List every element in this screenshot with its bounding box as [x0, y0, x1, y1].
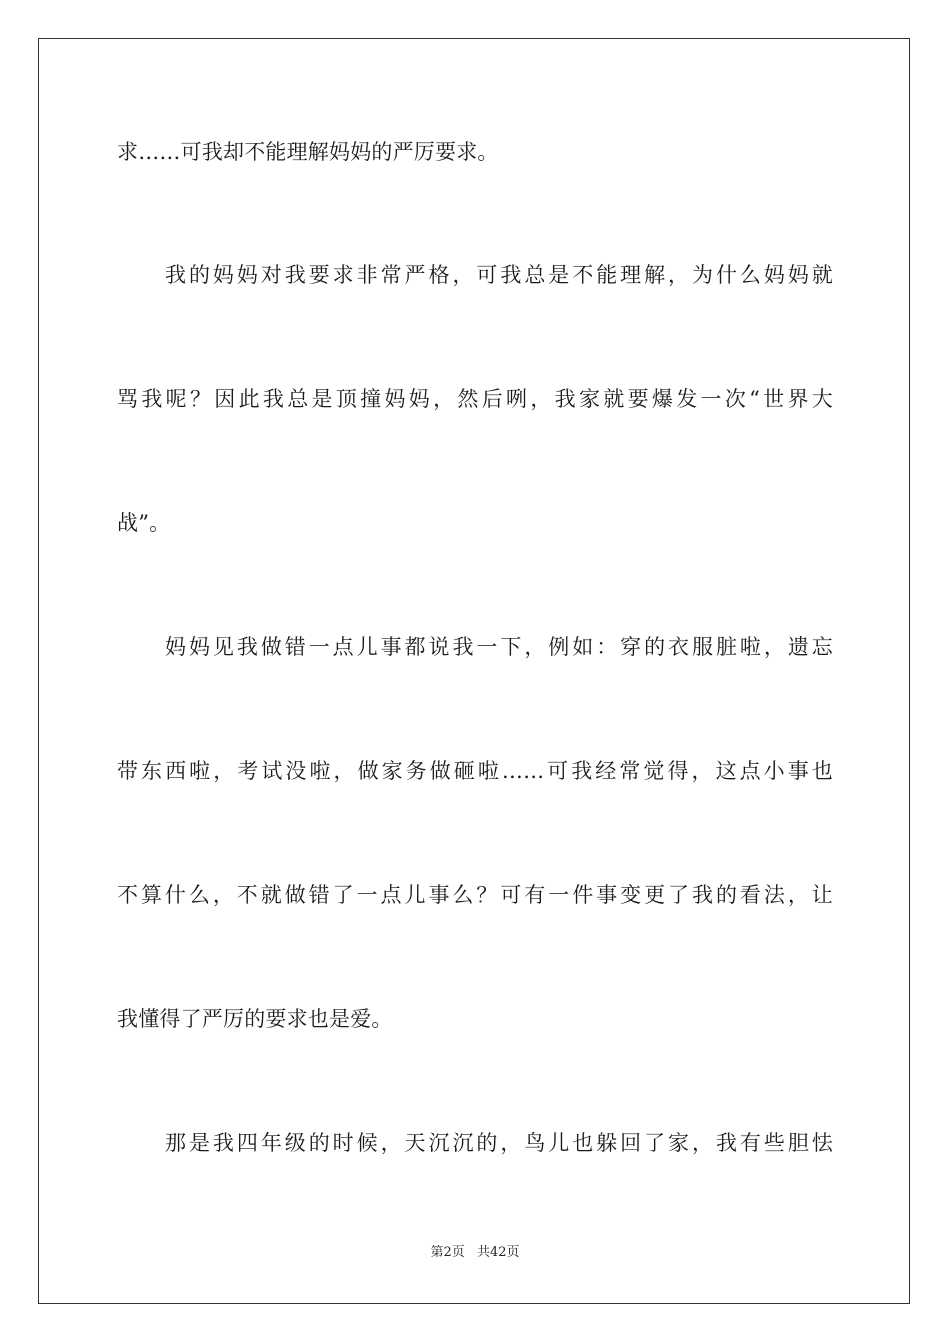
page-border	[38, 38, 910, 1304]
page-total: 共42页	[476, 1245, 520, 1260]
paragraph-first-line: 那是我四年级的时候，天沉沉的，鸟儿也躲回了家，我有些胆怯	[165, 1131, 833, 1155]
text-line: 骂我呢？因此我总是顶撞妈妈，然后咧，我家就要爆发一次“世界大	[117, 387, 833, 411]
text-line: 我懂得了严厉的要求也是爱。	[117, 1007, 393, 1031]
text-line: 不算什么，不就做错了一点儿事么？可有一件事变更了我的看法，让	[117, 883, 833, 907]
text-line: 战”。	[117, 511, 171, 535]
paragraph-first-line: 妈妈见我做错一点儿事都说我一下，例如：穿的衣服脏啦，遗忘	[165, 635, 833, 659]
page-number: 第2页	[430, 1245, 465, 1260]
text-line: 求……可我却不能理解妈妈的严厉要求。	[117, 140, 499, 164]
text-line: 带东西啦，考试没啦，做家务做砸啦……可我经常觉得，这点小事也	[117, 759, 833, 783]
page-footer	[0, 1244, 950, 1262]
paragraph-first-line: 我的妈妈对我要求非常严格，可我总是不能理解，为什么妈妈就	[165, 263, 833, 287]
